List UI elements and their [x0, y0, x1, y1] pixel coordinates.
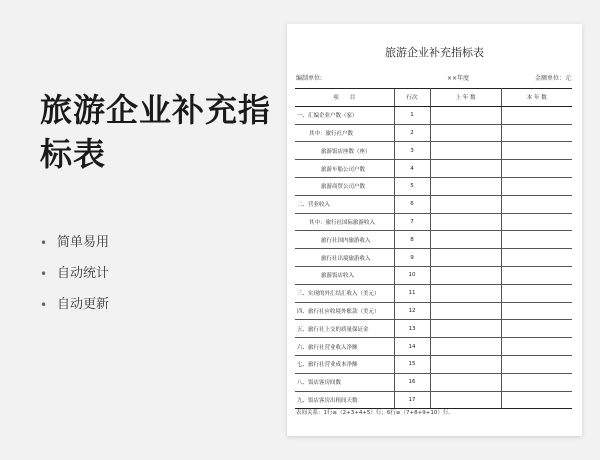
- this-year-cell: [501, 320, 572, 338]
- year-label: ××年度: [447, 75, 470, 82]
- this-year-cell: [501, 231, 572, 249]
- bullet-icon: •: [40, 267, 48, 281]
- prev-year-cell: [430, 302, 501, 320]
- row-line-number: 7: [394, 213, 430, 231]
- this-year-cell: [501, 355, 572, 373]
- table-row: [295, 391, 572, 409]
- table-row: [295, 266, 572, 284]
- table-row: [295, 231, 572, 249]
- table-row: [295, 124, 572, 142]
- row-line-number: 9: [394, 249, 430, 267]
- prev-year-cell: [430, 106, 501, 124]
- prev-year-cell: [430, 355, 501, 373]
- this-year-cell: [501, 106, 572, 124]
- row-line-number: 4: [394, 160, 430, 178]
- row-line-number: 17: [394, 391, 430, 409]
- header-line-no: 行次: [394, 89, 430, 107]
- slide-title: 旅游企业补充指标表: [40, 91, 272, 173]
- table-row: [295, 142, 572, 160]
- row-item-label: 旅行社出境旅游收入: [295, 249, 394, 267]
- feature-item: [40, 233, 109, 264]
- row-line-number: 15: [394, 355, 430, 373]
- prev-year-cell: [430, 391, 501, 409]
- row-line-number: 13: [394, 320, 430, 338]
- header-item: 项 目: [295, 89, 394, 107]
- row-item-label: 旅游车船公司户数: [295, 160, 394, 178]
- row-line-number: 14: [394, 338, 430, 356]
- document-title: 旅游企业补充指标表: [385, 46, 484, 59]
- prev-year-cell: [430, 231, 501, 249]
- row-item-label: 七、旅行社营业成本净额: [295, 355, 394, 373]
- feature-list: [40, 233, 109, 326]
- this-year-cell: [501, 195, 572, 213]
- this-year-cell: [501, 338, 572, 356]
- table-row: [295, 355, 572, 373]
- table-row: [295, 338, 572, 356]
- prev-year-cell: [430, 338, 501, 356]
- row-item-label: 一、汇编企业户数（家）: [295, 106, 394, 124]
- row-line-number: 11: [394, 284, 430, 302]
- bullet-icon: •: [40, 236, 48, 250]
- prev-year-cell: [430, 320, 501, 338]
- row-item-label: 旅游饭店收入: [295, 266, 394, 284]
- row-item-label: 六、旅行社营业收入净额: [295, 338, 394, 356]
- this-year-cell: [501, 302, 572, 320]
- this-year-cell: [501, 124, 572, 142]
- feature-item: [40, 264, 109, 295]
- prev-year-cell: [430, 142, 501, 160]
- row-line-number: 3: [394, 142, 430, 160]
- prev-year-cell: [430, 373, 501, 391]
- feature-label: 简单易用: [57, 235, 110, 250]
- prev-year-cell: [430, 124, 501, 142]
- document-preview: [287, 24, 582, 436]
- row-line-number: 6: [394, 195, 430, 213]
- prev-year-cell: [430, 213, 501, 231]
- row-line-number: 1: [394, 106, 430, 124]
- table-row: [295, 302, 572, 320]
- prev-year-cell: [430, 284, 501, 302]
- row-line-number: 16: [394, 373, 430, 391]
- this-year-cell: [501, 266, 572, 284]
- table-row: [295, 177, 572, 195]
- table-row: [295, 106, 572, 124]
- this-year-cell: [501, 391, 572, 409]
- table-row: [295, 249, 572, 267]
- prev-year-cell: [430, 266, 501, 284]
- table-row: [295, 373, 572, 391]
- this-year-cell: [501, 373, 572, 391]
- row-item-label: 五、旅行社上交的质量保证金: [295, 320, 394, 338]
- row-line-number: 8: [394, 231, 430, 249]
- row-item-label: 二、营业收入: [295, 195, 394, 213]
- row-line-number: 2: [394, 124, 430, 142]
- bullet-icon: •: [40, 298, 48, 312]
- this-year-cell: [501, 249, 572, 267]
- row-item-label: 三、实现的外汇结汇收入（美元）: [295, 284, 394, 302]
- table-row: [295, 195, 572, 213]
- row-item-label: 八、饭店客房间数: [295, 373, 394, 391]
- row-item-label: 旅行社国内旅游收入: [295, 231, 394, 249]
- feature-label: 自动统计: [57, 266, 110, 281]
- prev-year-cell: [430, 195, 501, 213]
- prev-year-cell: [430, 177, 501, 195]
- table-row: [295, 284, 572, 302]
- row-line-number: 12: [394, 302, 430, 320]
- row-item-label: 其中：旅行社国际旅游收入: [295, 213, 394, 231]
- table-row: [295, 213, 572, 231]
- this-year-cell: [501, 160, 572, 178]
- row-item-label: 四、旅行社应收境外账款（美元）: [295, 302, 394, 320]
- feature-item: [40, 295, 109, 326]
- this-year-cell: [501, 177, 572, 195]
- this-year-cell: [501, 213, 572, 231]
- prev-year-cell: [430, 160, 501, 178]
- money-unit-label: 金额单位：元: [534, 75, 571, 82]
- row-item-label: 九、饭店客房出租间天数: [295, 391, 394, 409]
- prev-year-cell: [430, 249, 501, 267]
- row-item-label: 其中：旅行社户数: [295, 124, 394, 142]
- unit-label: 编制单位:: [296, 75, 323, 82]
- table-footnote: 表间关系：1行≥（2+3+4+5）行；6行≥（7+8+9+10）行。: [296, 410, 454, 416]
- table-header-row: [295, 89, 572, 107]
- header-prev-year: 上 年 数: [430, 89, 501, 107]
- row-line-number: 5: [394, 177, 430, 195]
- row-item-label: 旅游商贸公司户数: [295, 177, 394, 195]
- feature-label: 自动更新: [57, 297, 110, 312]
- this-year-cell: [501, 284, 572, 302]
- table-row: [295, 320, 572, 338]
- indicator-table: [295, 88, 572, 409]
- row-line-number: 10: [394, 266, 430, 284]
- row-item-label: 旅游饭店座数（座）: [295, 142, 394, 160]
- table-row: [295, 160, 572, 178]
- this-year-cell: [501, 142, 572, 160]
- header-this-year: 本 年 数: [501, 89, 572, 107]
